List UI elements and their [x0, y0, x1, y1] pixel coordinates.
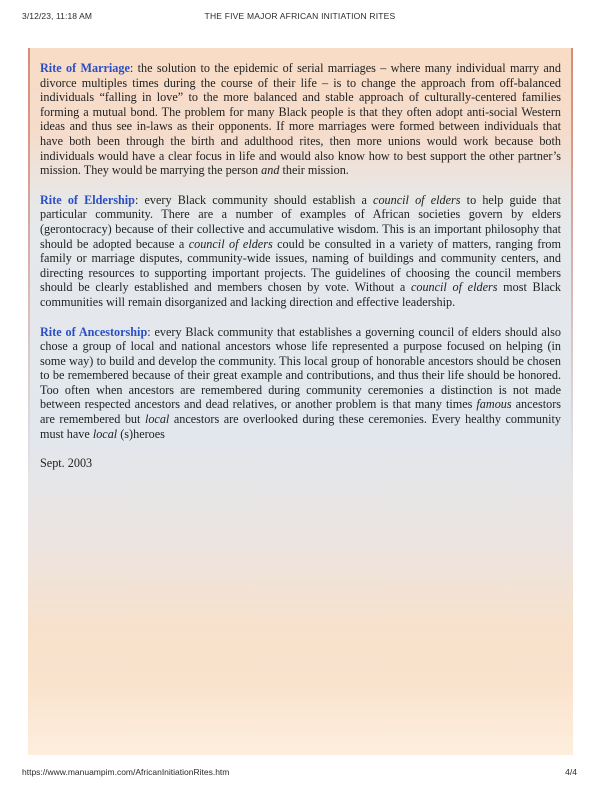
print-datetime: 3/12/23, 11:18 AM	[22, 11, 93, 21]
source-url: https://www.manuampim.com/AfricanInitiationRites.htm	[22, 767, 230, 777]
body-text: : every Black community that establishes a governing council of elders should also chose a group of local and national ancestors whose life represented a purpose focused on helping (in some way) to build and develop the community. This local group of honorable ancestors should be chosen to be remembered because of their great example and contributions, and thus their life should be honored. Too often when ancestors are remembered during community ceremonies a distinction is not made between respected ancestors and dead relatives, or another problem is that many times	[40, 324, 561, 412]
emphasized-text: council of elders	[188, 236, 273, 251]
date-note: Sept. 2003	[40, 456, 93, 471]
rite-paragraph	[40, 193, 561, 310]
emphasized-text: council of elders	[410, 280, 498, 295]
document-page	[28, 48, 573, 755]
body-text: their mission.	[279, 163, 349, 178]
body-text: could be consulted in a variety of matters, ranging from family or marriage disputes, community-wide issues, naming of buildings and community centers, and directing resources to supporting important projects. The guidelines of choosing the council members should be clearly established and members chosen by vote. Without a	[40, 236, 561, 295]
emphasized-text: council of elders	[373, 192, 461, 207]
body-text: ancestors are remembered but	[40, 397, 561, 427]
body-text: : the solution to the epidemic of serial marriages – where many individual marry and divorce multiples times during the course of their life – is to change the approach from off-balanced individuals “falling in love” to the more balanced and stable approach of culturally-centered families forming a mutual bond. The problem for many Black people is that they often adopt anti-social Western ideas and thus see in-laws as their opponents. If more marriages were formed between individuals that have both been through the birth and adulthood rites, then more unions would work because both individuals would have a clear focus in life and would also know how to best support the other partner’s mission. They would be marrying the person	[40, 61, 561, 178]
rite-heading: Rite of Eldership	[40, 192, 135, 207]
body-text: : every Black community should establish a	[134, 192, 374, 207]
body-text: ancestors are overlooked during these ceremonies. Every healthy community must have	[40, 412, 561, 441]
rite-heading: Rite of Ancestorship	[40, 324, 148, 339]
body-text: to help guide that particular community. There are a number of examples of African societies govern by elders (gerontocracy) because of their collective and accumulative wisdom. This is an important philosophy that should be adopted because a	[40, 192, 561, 251]
rite-paragraph	[40, 325, 561, 442]
emphasized-text: and	[261, 163, 280, 178]
emphasized-text: local	[92, 426, 118, 441]
print-header	[0, 0, 600, 48]
body-text: (s)heroes	[117, 426, 165, 441]
rite-heading: Rite of Marriage	[40, 61, 130, 75]
document-title: THE FIVE MAJOR AFRICAN INITIATION RITES	[204, 11, 396, 21]
rite-paragraph	[40, 61, 561, 178]
page-indicator: 4/4	[565, 767, 577, 777]
emphasized-text: famous	[476, 397, 512, 412]
rites-paragraphs	[40, 61, 561, 441]
emphasized-text: local	[144, 412, 170, 427]
print-footer	[0, 755, 600, 800]
body-text: most Black communities will remain disorganized and lacking direction and effective leadership.	[40, 280, 561, 309]
